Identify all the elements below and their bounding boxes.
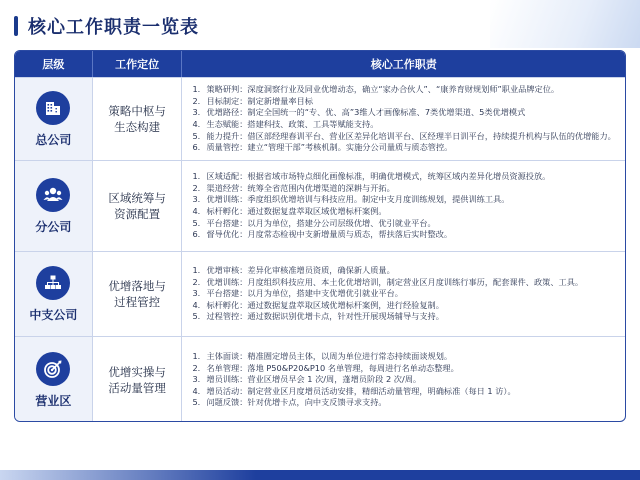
level-cell — [15, 337, 93, 422]
duty-number: 3. — [192, 374, 201, 385]
table-row — [15, 160, 625, 251]
duty-number: 2. — [192, 362, 201, 373]
role-line: 资源配置 — [114, 207, 161, 221]
duty-text: 标杆孵化：通过数据复盘萃取区域优增标杆案例，进行经验复制。 — [206, 299, 444, 310]
duty-text: 问题反馈：针对优增卡点，向中支反馈寻求支持。 — [206, 397, 387, 408]
duty-number: 1. — [192, 265, 201, 276]
level-name: 营业区 — [35, 393, 72, 408]
role-cell — [93, 78, 183, 160]
duty-item — [192, 311, 617, 323]
title-accent-bar — [14, 16, 18, 36]
duty-number: 1. — [192, 84, 201, 95]
duty-item — [192, 119, 617, 131]
duty-number: 2. — [192, 276, 201, 287]
header-duties: 核心工作职责 — [370, 58, 437, 71]
duty-number: 2. — [192, 95, 201, 106]
duty-number: 2. — [192, 182, 201, 193]
duty-number: 6. — [192, 229, 201, 240]
role-line: 优增落地与 — [108, 279, 166, 293]
duty-item — [192, 374, 617, 386]
role-line: 策略中枢与 — [108, 104, 166, 118]
duty-number: 4. — [192, 385, 201, 396]
duty-text: 平台搭建：以月为单位，搭建分公司层级优增、优引就业平台。 — [206, 217, 436, 228]
duty-text: 主体面谈：精准圈定增员主体，以周为单位进行常态持续面谈规划。 — [206, 351, 453, 362]
duty-item — [192, 386, 617, 398]
level-name: 总公司 — [35, 132, 72, 147]
duty-number: 4. — [192, 119, 201, 129]
duty-item — [192, 96, 617, 108]
org-chart-icon — [36, 266, 70, 300]
duty-item — [192, 218, 617, 230]
duty-item — [192, 397, 617, 409]
level-cell — [15, 161, 93, 251]
page-header — [14, 14, 199, 38]
header-level: 层级 — [15, 51, 93, 77]
duty-number: 1. — [192, 171, 201, 182]
duties-cell — [182, 337, 625, 422]
duty-number: 3. — [192, 288, 201, 299]
duty-text: 增员活动：制定营业区月度增员活动安排，精细活动量管理，明确标准（每日 1 访）。 — [206, 385, 516, 396]
duties-cell — [182, 161, 625, 251]
duty-text: 区域适配：根据省域市场特点细化画像标准，明确优增模式，统筹区域内差异化增员资源投放。 — [206, 171, 551, 182]
duty-item — [192, 288, 617, 300]
duty-text: 优增路径：制定全国统一的“专、优、高”3维人才画像标准、7类优增渠道、5类优增模式 — [206, 107, 526, 118]
duties-table — [14, 50, 626, 422]
duty-number: 5. — [192, 217, 201, 228]
duty-item — [192, 206, 617, 218]
duty-number: 5. — [192, 311, 201, 322]
duty-number: 5. — [192, 130, 201, 141]
duty-number: 1. — [192, 351, 201, 362]
duty-number: 3. — [192, 107, 201, 118]
duty-text: 增员训练：营业区增员早会 1 次/周，蓬增员阶段 2 次/周。 — [206, 374, 422, 385]
duties-cell — [182, 252, 625, 336]
duty-text: 策略研判：深度洞察行业及同业优增动态，确立“家办合伙人”、“康养育财规划师”职业品牌定位。 — [206, 84, 560, 95]
role-line: 区域统筹与 — [108, 191, 166, 205]
role-line: 生态构建 — [114, 120, 161, 134]
duty-text: 能力提升：借区部经理春训平台、营业区差异化培训平台、区经理半日训平台，持续提升机构与队伍的优增能力。 — [206, 130, 616, 141]
header-role: 工作定位 — [93, 51, 183, 77]
role-line: 过程管控 — [114, 295, 161, 309]
duty-text: 优增训练：季度组织优增培训与科技应用。制定中支月度训练规划，提供训练工具。 — [206, 194, 510, 205]
duty-number: 5. — [192, 397, 201, 408]
duty-number: 4. — [192, 299, 201, 310]
duty-number: 3. — [192, 194, 201, 205]
table-row — [15, 336, 625, 422]
page-title: 核心工作职责一览表 — [28, 17, 199, 38]
footer-bar — [0, 470, 640, 480]
duty-text: 优增训练：月度组织科技应用、本土化优增培训，制定营业区月度训练行事历，配套课件、政策、工具。 — [206, 276, 584, 287]
duty-item — [192, 265, 617, 277]
table-header — [15, 51, 625, 77]
duty-text: 标杆孵化：通过数据复盘萃取区域优增标杆案例。 — [206, 206, 387, 216]
duties-cell — [182, 78, 625, 160]
role-line: 优增实操与 — [108, 365, 166, 379]
role-cell — [93, 161, 183, 251]
duty-text: 目标制定：制定新增量率目标 — [206, 95, 313, 106]
building-icon — [36, 91, 70, 125]
table-row — [15, 77, 625, 160]
duty-item — [192, 300, 617, 312]
level-name: 分公司 — [35, 219, 72, 234]
level-cell — [15, 78, 93, 160]
duty-number: 6. — [192, 142, 201, 153]
duty-item — [192, 107, 617, 119]
duty-item — [192, 131, 617, 143]
role-line: 活动量管理 — [108, 381, 166, 395]
duty-item — [192, 194, 617, 206]
duty-text: 名单管理：落地 P50&P20&P10 名单管理，每周进行名单动态整理。 — [206, 362, 459, 373]
duty-item — [192, 229, 617, 241]
table-row — [15, 251, 625, 336]
duty-item — [192, 363, 617, 375]
duty-text: 平台搭建：以月为单位，搭建中支优增优引就业平台。 — [206, 288, 403, 299]
duty-text: 过程管控：通过数据识别优增卡点，针对性开展现场辅导与支持。 — [206, 311, 444, 322]
duty-item — [192, 142, 617, 154]
level-name: 中支公司 — [29, 307, 78, 322]
role-cell — [93, 252, 183, 336]
duty-text: 渠道经营：统筹全省范围内优增渠道的深耕与开拓。 — [206, 182, 395, 193]
duty-item — [192, 277, 617, 289]
people-icon — [36, 178, 70, 212]
duty-number: 4. — [192, 206, 201, 216]
title-decoration — [490, 0, 640, 48]
level-cell — [15, 252, 93, 336]
duty-item — [192, 183, 617, 195]
duty-text: 质量管控：建立“管理干部”考核机制。实施分公司量质与质态管控。 — [206, 142, 453, 153]
duty-item — [192, 171, 617, 183]
target-icon — [36, 352, 70, 386]
role-cell — [93, 337, 183, 422]
duty-item — [192, 351, 617, 363]
duty-text: 督导优化：月度常态检视中支新增量质与质态，帮扶落后实时整改。 — [206, 229, 453, 240]
duty-text: 优增审核：差异化审核准增员资质，确保新人质量。 — [206, 265, 395, 276]
duty-item — [192, 84, 617, 96]
duty-text: 生态赋能：搭建科技、政策、工具等赋能支持。 — [206, 119, 379, 129]
